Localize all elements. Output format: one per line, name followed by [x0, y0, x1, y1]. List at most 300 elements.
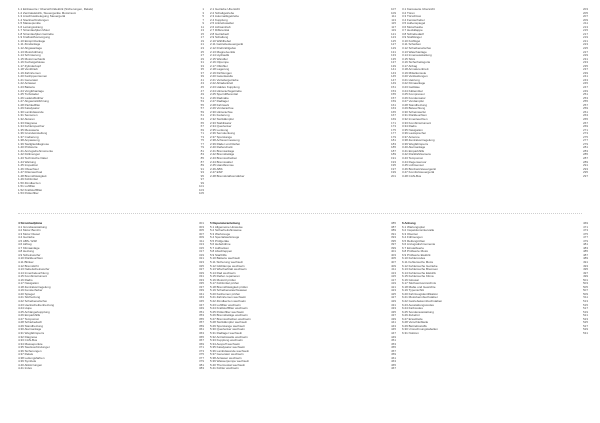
toc-entry-page: 467 — [390, 366, 396, 371]
toc-entry-page: 47 — [200, 88, 204, 93]
toc-entry-title: 1.50 Zündkerzen — [18, 181, 41, 185]
toc-entry-title: 2.44 Bremssattel — [210, 160, 233, 164]
toc-entry-page: 141 — [390, 67, 396, 72]
toc-entry-title: 1.1 Einbauorte / Übersicht Elektrik (Sicherungen, Relais) — [18, 8, 94, 11]
toc-entry-page: 503 — [582, 281, 588, 286]
toc-entry-page: 231 — [582, 56, 588, 61]
toc-entry-title: 1.21 Generator — [18, 78, 39, 82]
toc-entry-title: 1.25 Turbolader — [18, 93, 40, 97]
toc-entry-title: 1.36 Grundeinstellung — [18, 132, 48, 136]
toc-entry-title: 3.32 Innenleuchten — [402, 117, 428, 121]
toc-entry-page: 321 — [198, 256, 204, 261]
toc-entry-page: 175 — [390, 127, 396, 132]
toc-entry-title: 2.1 Getriebe Übersicht — [210, 8, 241, 11]
toc-entry-title: 3.3 Türschloss — [402, 15, 422, 19]
toc-entry-title: 3.27 Verdampfer — [402, 100, 425, 104]
toc-entry-page: 401 — [390, 249, 396, 254]
toc-entry-title: 5.5 Prüfgeräte — [210, 239, 230, 243]
toc-entry-page: 313 — [198, 242, 204, 247]
toc-entry-page: 279 — [582, 141, 588, 146]
toc-entry-title: 3.38 Zentralverriegelung — [402, 139, 435, 143]
toc-entry-title: 6 Anhang — [402, 222, 416, 225]
toc-entry-page: 529 — [582, 327, 588, 332]
toc-entry-page: 119 — [391, 28, 396, 33]
toc-entry-title: 2.40 Reifendruck — [210, 146, 233, 150]
toc-entry-page: 463 — [390, 359, 396, 364]
toc-entry-title: 1.4 Steckverbindungen — [18, 18, 49, 22]
toc-entry-title: 6.30 Umrechnungstabellen — [402, 328, 438, 332]
toc-entry-title: 6.20 Fahrzeugidentifikation — [402, 292, 439, 296]
toc-entry-title: 1.51 Luftfilter — [18, 185, 36, 189]
toc-entry-title: 2.32 Stoßdämpfer — [210, 117, 235, 121]
toc-entry-page: 49 — [200, 92, 204, 97]
toc-entry-page: 203 — [582, 8, 588, 11]
toc-entry-title: 1.20 Keilrippenriemen — [18, 75, 48, 79]
toc-entry-page: 465 — [390, 362, 396, 367]
toc-entry-title: 5.14 Rad wechseln — [210, 271, 236, 275]
toc-entry-page: 257 — [582, 102, 588, 107]
toc-entry-page: 195 — [390, 163, 396, 168]
toc-entry-page: 367 — [198, 338, 204, 343]
toc-entry-title: 5.30 Querlenker wechseln — [210, 328, 245, 332]
toc-entry-page: 9 — [202, 21, 204, 26]
toc-entry-title: 2.17 Ölkühler — [210, 64, 228, 68]
toc-entry-title: 4.2 Motor Benzin — [18, 229, 41, 233]
toc-entry-page: 487 — [582, 252, 588, 257]
toc-entry-page: 227 — [582, 49, 588, 54]
toc-entry-title: 1.32 Aktoren — [18, 117, 35, 121]
toc-entry-title: 5.28 Stoßdämpfer wechseln — [210, 321, 248, 325]
toc-entry-title: 4 Stromlaufpläne — [18, 222, 43, 225]
toc-entry-title: 4.3 Motor Diesel — [18, 232, 40, 236]
toc-entry-page: 311 — [199, 238, 204, 243]
toc-entry-title: 2.11 Getriebesteuergerät — [210, 43, 244, 47]
toc-entry-title: 5.7 Aufbocken — [210, 246, 230, 250]
toc-entry-page: 35 — [200, 67, 204, 72]
toc-entry-title: 2.20 Gelenkwelle — [210, 75, 234, 79]
toc-entry-title: 3.5 Außenspiegel — [402, 22, 426, 26]
toc-column — [18, 8, 204, 206]
toc-entry-page: 375 — [198, 352, 204, 357]
toc-entry-page: 273 — [582, 131, 588, 136]
toc-entry-title: 5.3 Werkzeuge — [210, 232, 231, 236]
toc-entry-title: 6.18 Maße und Gewichte — [402, 285, 436, 289]
toc-entry-title: 3.31 Rückleuchten — [402, 114, 427, 118]
toc-entry-page: 183 — [390, 141, 396, 146]
toc-entry — [402, 332, 588, 336]
toc-entry-title: 6.28 Verschleißteile — [402, 321, 429, 325]
toc-entry-title: 6.4 Füllmengen — [402, 236, 423, 240]
toc-entry-title: 4.30 Alarmanlage — [18, 328, 42, 332]
toc-entry-page: 405 — [390, 256, 396, 261]
toc-entry-title: 6.15 Fehlersuche Klima — [402, 275, 434, 279]
toc-entry-title: 3.35 Navigation — [402, 128, 423, 132]
toc-entry-title: 4.38 Leitungsfarben — [18, 356, 45, 360]
toc-entry-title: 4.7 Klimaanlage — [18, 246, 40, 250]
toc-entry-title: 2.33 Stabilisator — [210, 121, 232, 125]
toc-entry-page: 149 — [390, 81, 396, 86]
toc-entry-page: 337 — [198, 284, 204, 289]
toc-entry-page: 267 — [582, 120, 588, 125]
toc-entry-title: 3.33 Kombiinstrument — [402, 121, 432, 125]
toc-entry-page: 381 — [198, 362, 204, 367]
toc-entry-title: 3.24 Kältemittel — [402, 89, 423, 93]
toc-entry-title: 5.10 Batterie wechseln — [210, 257, 241, 261]
toc-entry-title: 2.6 Achsantrieb — [210, 25, 231, 29]
toc-entry-title: 4.9 Scheinwerfer — [18, 253, 41, 257]
toc-entry-page: 243 — [582, 77, 588, 82]
toc-entry-page: 413 — [390, 270, 396, 275]
toc-entry-title: 3.8 Schiebedach — [402, 32, 425, 36]
toc-entry-title: 3.16 Sicherheitsgurte — [402, 61, 431, 65]
toc-entry-title: 1.30 Lambdasonde — [18, 110, 44, 114]
toc-entry-page: 309 — [198, 235, 204, 240]
toc-entry-page: 407 — [390, 260, 396, 265]
toc-entry-title: 2.8 Getriebeöl — [210, 32, 229, 36]
toc-entry-title: 1.45 Inspektion — [18, 164, 39, 168]
toc-entry-page: 107 — [390, 8, 396, 11]
toc-entry-title: 2.15 Wandler — [210, 57, 228, 61]
toc-entry-title: 5.13 Wischerblatt wechseln — [210, 268, 247, 272]
toc-entry-title: 2.18 Lagerung — [210, 68, 230, 72]
toc-entry-page: 283 — [582, 148, 588, 153]
toc-entry-title: 6.12 Fehlersuche Getriebe — [402, 264, 438, 268]
toc-entry-page: 481 — [582, 242, 588, 247]
toc-entry-page: 297 — [582, 173, 588, 178]
toc-entry-title: 1.18 Ventiltrieb — [18, 68, 38, 72]
toc-entry-title: 4.1 Grundausstattung — [18, 225, 47, 229]
toc-entry-title: 5.39 Wasserpumpe wechseln — [210, 360, 250, 364]
toc-entry-page: 225 — [582, 46, 588, 51]
toc-entry-page: 223 — [582, 42, 588, 47]
toc-entry-page: 33 — [200, 63, 204, 68]
toc-entry-page: 173 — [390, 124, 396, 129]
toc-entry-page: 63 — [200, 116, 204, 121]
toc-entry-page: 479 — [582, 238, 588, 243]
toc-entry-title: 3.28 Standheizung — [402, 103, 428, 107]
toc-entry-page: 131 — [390, 49, 396, 54]
toc-entry-page: 157 — [390, 95, 396, 100]
toc-entry-title: 5.36 Lambdasonde wechseln — [210, 349, 250, 353]
toc-entry-title: 1.40 Prüfwerte — [18, 146, 38, 150]
toc-entry-title: 1.42 Füllmengen — [18, 153, 41, 157]
toc-entry-title: 6.2 Inspektionsintervalle — [402, 229, 435, 233]
toc-entry-title: 1.16 Kurbelgehäuse — [18, 61, 45, 65]
toc-entry-title: 5.11 Sicherung wechseln — [210, 261, 244, 265]
toc-entry-title: 3.30 Scheinwerfer — [402, 110, 427, 114]
toc-entry-title: 5.32 Antriebswelle wechseln — [210, 335, 248, 339]
toc-entry-page: 211 — [583, 21, 588, 26]
toc-entry-page: 349 — [198, 306, 204, 311]
toc-entry-page: 19 — [200, 38, 204, 43]
toc-entry-page: 27 — [200, 53, 204, 58]
toc-entry-title: 4.14 Innenbeleuchtung — [18, 271, 49, 275]
section-divider — [18, 213, 582, 214]
toc-entry-title: 1.5 Massepunkte — [18, 22, 41, 26]
toc-entry-title: 1.8 Stromlaufplan Getriebe — [18, 32, 54, 36]
toc-entry-page: 247 — [582, 85, 588, 90]
toc-entry-title: 3.6 Motorhaube — [402, 25, 424, 29]
toc-entry-page: 191 — [390, 155, 396, 160]
toc-entry-page: 509 — [582, 291, 588, 296]
toc-entry-page: 295 — [582, 170, 588, 175]
toc-entry-page: 501 — [582, 277, 588, 282]
toc-entry-page: 23 — [200, 46, 204, 51]
toc-entry-page: 103 — [198, 187, 204, 192]
toc-entry-title: 2.28 Fahrwerk — [210, 103, 230, 107]
toc-entry-page: 127 — [390, 42, 396, 47]
toc-entry-page: 37 — [200, 70, 204, 75]
toc-entry-page: 333 — [198, 277, 204, 282]
toc-entry-page: 73 — [200, 134, 204, 139]
toc-entry-title: 4.33 CAN-Bus — [18, 339, 38, 343]
toc-entry-title: 2.42 Bremsbeläge — [210, 153, 235, 157]
toc-entry-page: 429 — [390, 299, 396, 304]
toc-entry-page: 493 — [582, 263, 588, 268]
toc-entry-page: 7 — [202, 17, 204, 22]
toc-entry-page: 153 — [390, 88, 396, 93]
toc-entry-page: 41 — [200, 77, 204, 82]
toc-entry-title: 4.4 Getriebe — [18, 236, 35, 240]
toc-entry-title: 2.30 Hinterachse — [210, 110, 233, 114]
toc-column — [210, 222, 396, 418]
toc-entry-page: 303 — [198, 224, 204, 229]
toc-entry-title: 3.43 Tempomat — [402, 156, 423, 160]
toc-entry-page: 393 — [390, 235, 396, 240]
toc-entry-page: 263 — [582, 113, 588, 118]
toc-entry-page: 229 — [582, 53, 588, 58]
toc-entry-title: 2.9 Schaltung — [210, 36, 229, 40]
toc-entry-page: 123 — [390, 35, 396, 40]
toc-entry-page: 317 — [198, 249, 204, 254]
toc-entry — [210, 367, 396, 371]
toc-entry-title: 3.41 Einparkhilfe — [402, 149, 425, 153]
toc-entry-page: 193 — [390, 159, 396, 164]
toc-entry-page: 45 — [200, 85, 204, 90]
toc-entry-page: 521 — [582, 313, 588, 318]
toc-entry-page: 205 — [582, 10, 588, 15]
toc-entry-page: 369 — [198, 341, 204, 346]
toc-entry-page: 93 — [200, 170, 204, 175]
toc-entry-title: 6.21 Motorkennbuchstaben — [402, 296, 439, 300]
toc-entry-page: 139 — [390, 63, 396, 68]
toc-entry-page: 255 — [582, 99, 588, 104]
toc-entry-title: 3.18 Armaturenbrett — [402, 68, 429, 72]
toc-entry-page: 85 — [200, 155, 204, 160]
toc-entry-page: 87 — [200, 159, 204, 164]
toc-entry-page: 431 — [390, 302, 396, 307]
toc-entry-title: 6.25 Sonderausstattung — [402, 310, 434, 314]
toc-entry-title: 1.43 Technische Daten — [18, 156, 49, 160]
toc-entry-page: 79 — [200, 145, 204, 150]
toc-entry-title: 3.26 Kondensator — [402, 96, 426, 100]
toc-entry-page: 371 — [198, 345, 204, 350]
toc-entry-title: 5.38 Anlasser wechseln — [210, 356, 242, 360]
toc-entry-title: 6.5 Reifengrößen — [402, 239, 426, 243]
toc-entry-title: 5.21 Zahnriemen wechseln — [210, 296, 247, 300]
toc-entry-title: 2.10 Wählhebel — [210, 39, 231, 43]
toc-entry-title: 1.24 Vorglühanlage — [18, 89, 44, 93]
toc-entry-page: 217 — [582, 31, 588, 36]
toc-entry-page: 361 — [198, 327, 204, 332]
toc-entry-title: 3.7 Heckklappe — [402, 29, 423, 33]
toc-entry-page: 449 — [390, 334, 396, 339]
toc-entry-title: 3.36 Lautsprecher — [402, 132, 427, 136]
toc-entry-page: 185 — [390, 145, 396, 150]
toc-entry-page: 363 — [198, 330, 204, 335]
toc-entry-title: 4.35 Steckverbindungen — [18, 346, 51, 350]
toc-entry-page: 285 — [582, 152, 588, 157]
toc-entry-title: 3.42 Rückfahrkamera — [402, 153, 431, 157]
toc-entry-title: 6.16 Glossar — [402, 278, 420, 282]
toc-entry-page: 389 — [390, 228, 396, 233]
toc-entry-title: 4.29 Standheizung — [18, 324, 44, 328]
toc-entry-page: 169 — [390, 116, 396, 121]
toc-entry-page: 377 — [198, 355, 204, 360]
toc-entry-page: 77 — [200, 141, 204, 146]
toc-entry-page: 89 — [200, 163, 204, 168]
toc-entry-page: 287 — [582, 155, 588, 160]
toc-entry-title: 2.46 ABS — [210, 167, 223, 171]
toc-entry-page: 441 — [390, 320, 396, 325]
toc-entry-page: 365 — [198, 334, 204, 339]
toc-entry-page: 125 — [390, 38, 396, 43]
toc-entry-page: 447 — [390, 330, 396, 335]
toc-entry-title: 1.12 Abgasanlage — [18, 47, 43, 51]
toc-entry-title: 4.11 Blinker — [18, 261, 34, 265]
toc-entry-page: 427 — [390, 295, 396, 300]
toc-entry-title: 4.12 Bremslicht — [18, 264, 39, 268]
toc-entry-page: 439 — [390, 316, 396, 321]
toc-entry-title: 1.9 Kraftstoffversorgung — [18, 36, 50, 40]
toc-entry-title: 1.47 Filterwechsel — [18, 171, 43, 175]
toc-entry-page: 335 — [198, 281, 204, 286]
toc-entry-page: 113 — [391, 17, 396, 22]
toc-entry-page: 237 — [582, 67, 588, 72]
toc-entry-title: 1.17 Zylinderkopf — [18, 64, 42, 68]
toc-entry-page: 241 — [582, 74, 588, 79]
toc-entry-page: 181 — [390, 138, 396, 143]
toc-entry-page: 459 — [390, 352, 396, 357]
toc-entry-page: 3 — [202, 10, 204, 15]
toc-entry-title: 1.13 Motorkühlung — [18, 50, 43, 54]
toc-entry-title: 1.44 Wartung — [18, 160, 36, 164]
toc-entry-title: 5.19 Scheibenwaschwasser — [210, 289, 248, 293]
toc-entry-title: 6.6 Anzugsdrehmomente — [402, 243, 436, 247]
toc-entry-page: 351 — [198, 309, 204, 314]
toc-entry-page: 65 — [200, 120, 204, 125]
toc-column — [402, 222, 588, 418]
toc-entry-title: 5.18 Bremsflüssigkeit prüfen — [210, 285, 248, 289]
toc-entry-title: 5.31 Radlager wechseln — [210, 331, 243, 335]
toc-entry-title: 2.35 Lenkung — [210, 128, 229, 132]
toc-entry-page: 167 — [390, 113, 396, 118]
toc-entry-page: 353 — [198, 313, 204, 318]
toc-entry-page: 409 — [390, 263, 396, 268]
toc-entry-title: 1.38 Anpassung — [18, 139, 40, 143]
toc-entry-page: 189 — [390, 152, 396, 157]
toc-entry-page: 53 — [200, 99, 204, 104]
toc-entry-page: 95 — [200, 173, 204, 178]
toc-entry-title: 2.4 Kupplung — [210, 18, 228, 22]
toc-entry-page: 165 — [390, 109, 396, 114]
toc-entry-title: 5.1 Allgemeine Hinweise — [210, 225, 243, 229]
toc-entry-title: 3.22 Klimaanlage — [402, 82, 426, 86]
toc-entry-title: 5 Reparaturanleitung — [210, 222, 241, 225]
toc-entry-page: 435 — [390, 309, 396, 314]
toc-entry-title: 6.26 Zubehör — [402, 314, 420, 318]
toc-entry-page: 43 — [200, 81, 204, 86]
toc-entry-title: 1.34 Fehlerspeicher — [18, 125, 45, 129]
toc-entry-page: 219 — [582, 35, 588, 40]
toc-entry-page: 345 — [198, 299, 204, 304]
toc-entry-title: 5.4 Spezialwerkzeuge — [210, 236, 240, 240]
toc-entry-page: 443 — [390, 323, 396, 328]
toc-entry-title: 1.3 Anschlussbelegung Steuergerät — [18, 15, 66, 19]
toc-entry-page: 29 — [200, 56, 204, 61]
toc-entry-page: 277 — [582, 138, 588, 143]
toc-entry-page: 97 — [200, 177, 204, 182]
toc-entry-page: 511 — [583, 295, 588, 300]
toc-entry-title: 1.49 Kühlmittel — [18, 178, 38, 182]
toc-entry-page: 135 — [390, 56, 396, 61]
toc-entry-page: 505 — [582, 284, 588, 289]
toc-entry-page: 339 — [198, 288, 204, 293]
toc-entry-page: 265 — [582, 116, 588, 121]
toc-entry-title: 6.3 Ölsorten — [402, 232, 419, 236]
toc-entry-title: 1.29 Katalysator — [18, 107, 40, 111]
toc-entry-title: 4.34 Massepunkte — [18, 342, 43, 346]
toc-entry-title: 2.36 Servolenkung — [210, 132, 236, 136]
toc-entry-page: 473 — [582, 228, 588, 233]
toc-entry-page: 215 — [582, 28, 588, 33]
toc-entry — [210, 175, 396, 179]
toc-entry-page: 187 — [390, 148, 396, 153]
toc-entry-page: 209 — [582, 17, 588, 22]
toc-entry-page: 171 — [390, 120, 396, 125]
toc-entry-page: 445 — [390, 327, 396, 332]
toc-entry-title: 2.2 Schaltgetriebe — [210, 11, 235, 15]
toc-entry-title: 6.9 Prüfwerte Elektrik — [402, 253, 431, 257]
toc-entry-title: 3.39 Wegfahrsperre — [402, 142, 429, 146]
toc-entry-page: 39 — [200, 74, 204, 79]
toc-entry-title: 4.22 Scheibenwischer — [18, 300, 48, 304]
toc-entry-page: 159 — [390, 99, 396, 104]
toc-entry-title: 1.33 Diagnose — [18, 121, 38, 125]
toc-entry-title: 5.26 Bremsbeläge wechseln — [210, 314, 248, 318]
toc-entry-page: 341 — [198, 291, 204, 296]
toc-entry-title: 3.48 CAN-Bus — [402, 174, 422, 178]
toc-entry-title: 1.53 Pollenfilter — [18, 192, 39, 196]
toc-entry-page: 499 — [582, 274, 588, 279]
toc-entry-title: 3.45 Lichtsensor — [402, 164, 425, 168]
toc-section-bottom — [18, 222, 588, 418]
toc-entry-title: 1.14 Schmierung — [18, 54, 41, 58]
toc-entry-page: 489 — [582, 256, 588, 261]
toc-entry-page: 75 — [200, 138, 204, 143]
toc-entry-page: 25 — [200, 49, 204, 54]
toc-entry-page: 419 — [390, 281, 396, 286]
toc-entry-page: 483 — [582, 245, 588, 250]
toc-entry-page: 67 — [200, 124, 204, 129]
toc-entry-page: 197 — [390, 166, 396, 171]
toc-entry-title: 6.7 Einstellwerte — [402, 246, 425, 250]
toc-entry-page: 325 — [198, 263, 204, 268]
toc-entry-title: 6.14 Fehlersuche Elektrik — [402, 271, 436, 275]
toc-entry-title: 6.23 Ausstattungscodes — [402, 303, 434, 307]
toc-entry-page: 101 — [198, 184, 204, 189]
toc-entry-page: 199 — [390, 170, 396, 175]
